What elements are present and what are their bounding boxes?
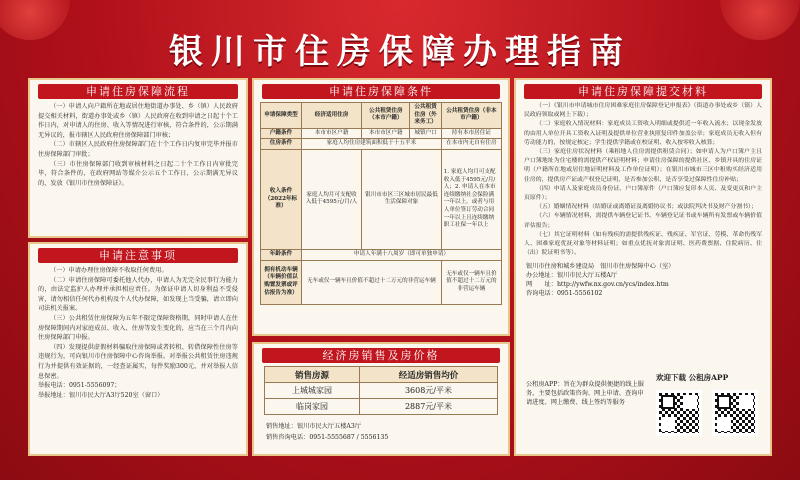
report-phone xyxy=(38,381,238,391)
sales-address xyxy=(254,417,508,430)
process-step: （三）市住房保障部门收到审核材料之日起二十个工作日内审批完毕，符合条件的，在政府网站等媒介公示五个工作日，公示期满无异议的，发放《银川市住房保障证》。 xyxy=(38,160,238,187)
table-cell: 持有本市居住证 xyxy=(441,128,501,139)
column-header: 公共租赁住房（非本市户籍） xyxy=(441,103,501,129)
material-item: （三）家庭住房状况材料（乘租地人住房需提供租赁合同）；如申请人为户口簿户主且户口簿地址为住宅楼的需提供产权证明材料；申请住房保障的提供社区、乡镇开具的住房证明（户籍所在地或居住地证明材料及工作单位证明）；在银川市城市三区中租购买经济适用住房的，提供房产证或产权登记证明，是否参加公积，是否享受过保障性住房补贴； xyxy=(524,149,762,183)
row-label: 住房条件 xyxy=(261,139,302,150)
table-cell: 无车或仅一辆车且价值不超过十二万元的非营运车辆 xyxy=(441,260,501,304)
table-cell: 家庭人均月可支配收入低于4595元/月/人 xyxy=(301,149,361,249)
process-header: 申请住房保障流程 xyxy=(38,84,238,99)
table-row xyxy=(261,139,502,150)
table-cell: 无车或仅一辆车且价值不超过十二万元的非营运车辆 xyxy=(301,260,441,304)
website xyxy=(526,280,760,289)
materials-text xyxy=(516,102,770,258)
table-row xyxy=(261,128,502,139)
table-cell: 在本市内无自有住房 xyxy=(441,139,501,150)
website-link[interactable]: http://ywfw.nx.gov.cn/ycs/index.htm xyxy=(556,281,669,289)
table-row xyxy=(265,399,498,415)
notes-text xyxy=(30,266,246,400)
table-cell: 城镇户口 xyxy=(410,128,441,139)
row-label: 收入条件（2022年标准） xyxy=(261,149,302,249)
sales-phone-label: 销售咨询电话： xyxy=(266,434,310,441)
report-address xyxy=(38,391,238,401)
office-address xyxy=(526,271,760,280)
qr-code-icon[interactable] xyxy=(656,390,702,436)
contact-block xyxy=(516,258,770,298)
column-header: 经适房销售均价 xyxy=(359,367,497,383)
table-header-row xyxy=(265,367,498,383)
table-cell: 3608元/平米 xyxy=(359,383,497,399)
notes-header: 申请注意事项 xyxy=(38,248,238,263)
report-address-label: 举报地址： xyxy=(38,391,69,399)
column-header: 销售房源 xyxy=(265,367,360,383)
page-title: 银川市住房保障办理指南 xyxy=(169,32,631,72)
organization: 银川市住房和城乡建设局 银川市住房保障中心（室） xyxy=(526,263,675,271)
website-label: 网 址： xyxy=(526,281,557,289)
table-row xyxy=(261,249,502,260)
table-cell: 本市市区户籍 xyxy=(362,128,410,139)
material-item: （一）《银川市申请城市住房困难家庭住房保障登记申报表》（街道办事处或乡（镇）人民政府领取或网上下载）； xyxy=(524,103,762,119)
material-item: （四）申请人及家庭成员身份证、户口簿原件（户口簿应复印本人页、及变更页和户主页原件）； xyxy=(524,185,762,202)
consult-phone xyxy=(526,289,760,298)
table-header-row xyxy=(261,103,502,129)
qr-code-icon[interactable] xyxy=(712,390,758,436)
price-panel xyxy=(252,342,510,456)
sales-address-value: 银川市民大厅五楼A3厅 xyxy=(296,423,362,430)
office-address-value: 银川市民大厅五楼A厅 xyxy=(556,272,618,280)
row-label: 户籍条件 xyxy=(261,128,302,139)
table-row xyxy=(265,383,498,399)
table-cell: 申请人年满十八周岁（即可单独申请） xyxy=(301,249,501,260)
conditions-table xyxy=(260,102,502,305)
column-header: 公共租赁住房（本市户籍） xyxy=(362,103,410,129)
note-item: （三）公共租赁住房保障为五年不限定保障资格期，同时申请人在住房保障期间内对家庭成员、收入、住房等发生变化的，应当在三个月内向住房保障部门申报。 xyxy=(38,314,238,342)
column-header: 申请保障类型 xyxy=(261,103,302,129)
report-address-value: 银川市民大厅A3厅520室（窗口） xyxy=(68,391,164,399)
conditions-header: 申请住房保障条件 xyxy=(262,84,500,99)
table-cell: 1. 家庭人均月可支配收入低于4595元/月/人；2. 申请人在本市连续缴纳社会保险满一年以上，或者与用人单位签订劳动合同一年以上且连续缴纳职工社保一年以上 xyxy=(441,149,501,249)
process-step: （二）市辖区人民政府住房保障部门在十个工作日内复审完毕并报市住房保障部门审批； xyxy=(38,141,238,158)
price-header: 经济房销售及房价格 xyxy=(262,348,500,363)
download-label: 欢迎下载 公租房APP xyxy=(656,373,729,382)
table-row xyxy=(261,149,502,249)
sales-phone xyxy=(254,430,508,441)
note-item: （二）申请住房保障可委托他人代办，申请人为无完全民事行为能力的，由法定监护人办理并承担相应责任。为保证申请人切身利益不受侵害，请勿相信任何代办机构及个人代办保障，如发现上当受骗，请立即向司法机关报案。 xyxy=(38,276,238,313)
table-cell: 银川市市区三区城市居民最低生活保障对象 xyxy=(362,149,442,249)
column-header: 经济适用住房 xyxy=(301,103,361,129)
materials-panel xyxy=(514,78,772,456)
consult-phone-value: 0951-5556102 xyxy=(556,290,603,298)
materials-header: 申请住房保障提交材料 xyxy=(524,84,762,99)
material-item: （七）其它证明材料（如有残疾的需提供残疾证、残疾证、军官证、劳模、革命伤残军人、困难家庭优抚对象等材料证明；如重点优抚对象需证明、医药费票据、住院病历、住（出）院证明书等）。 xyxy=(524,231,762,257)
process-step: （一）申请人向户籍所在地或居住地街道办事处、乡（镇）人民政府提交相关材料，街道办事处或乡（镇）人民政府在收到申请之日起十个工作日内，对申请人的住房、收入等情况进行审核，符合条件的，公示期满无异议的，报市辖区人民政府住房保障部门审核； xyxy=(38,103,238,139)
table-cell: 上城城家园 xyxy=(265,383,360,399)
report-phone-label: 举报电话： xyxy=(38,382,69,390)
material-item: （五）婚姻情况材料（结婚证或离婚证及离婚协议书；或法院判决书及财产分割书）； xyxy=(536,204,757,211)
notes-panel xyxy=(28,242,248,456)
note-item: （四）发现提供虚假材料骗取住房保障或者转租、转借保障性住房等违规行为，可向银川市住房保障中心咨询举报。对举报公共租赁住房违规行为并提供有效证据的，一经查证属实，每件奖励300元，并对举报人信息保密。 xyxy=(38,343,238,380)
table-row xyxy=(261,260,502,304)
table-cell: 临岗家园 xyxy=(265,399,360,415)
column-header: 公共租赁住房（外来务工） xyxy=(410,103,441,129)
table-cell: 家庭人均住房建筑面积低于十五平米 xyxy=(301,139,441,150)
material-item: （六）车辆情况材料，需提供车辆登记证书、车辆登记证书或车辆所有发票或车辆价值评估报告； xyxy=(524,213,762,229)
conditions-panel xyxy=(252,78,510,336)
process-text xyxy=(30,102,246,188)
consult-phone-label: 咨询电话： xyxy=(526,290,557,298)
office-address-label: 办公地址： xyxy=(526,272,557,280)
table-cell: 2887元/平米 xyxy=(359,399,497,415)
app-intro: 公租房APP：旨在为群众提供便捷的线上服务，主要包括政策咨询、网上申请、查询申请进度、网上缴费、线上签约等服务 xyxy=(526,381,644,406)
row-label: 年龄条件 xyxy=(261,249,302,260)
sales-phone-value: 0951-5555687 / 5556135 xyxy=(309,434,389,441)
row-label: 拥有机动车辆（车辆价值以购置发票或评估报告为准） xyxy=(261,260,302,304)
process-panel xyxy=(28,78,248,238)
note-item: （一）申请办理住房保障不收取任何费用。 xyxy=(50,267,168,274)
material-item: （二）家庭收入情况材料：家庭成员工资收入明细或提供近一年收入流水；以现金发放的由用人单位开具工资收入证明及提供单位营业执照复印件加盖公章；家庭成员无收入但有劳动能力的，按规定核定；学生提供学籍或在校证明、收入按零收入核算； xyxy=(524,121,762,146)
table-cell: 本市市区户籍 xyxy=(301,128,361,139)
sales-address-label: 销售地址： xyxy=(266,423,297,430)
price-table xyxy=(264,366,498,415)
report-phone-value: 0951-5556097； xyxy=(68,382,121,390)
